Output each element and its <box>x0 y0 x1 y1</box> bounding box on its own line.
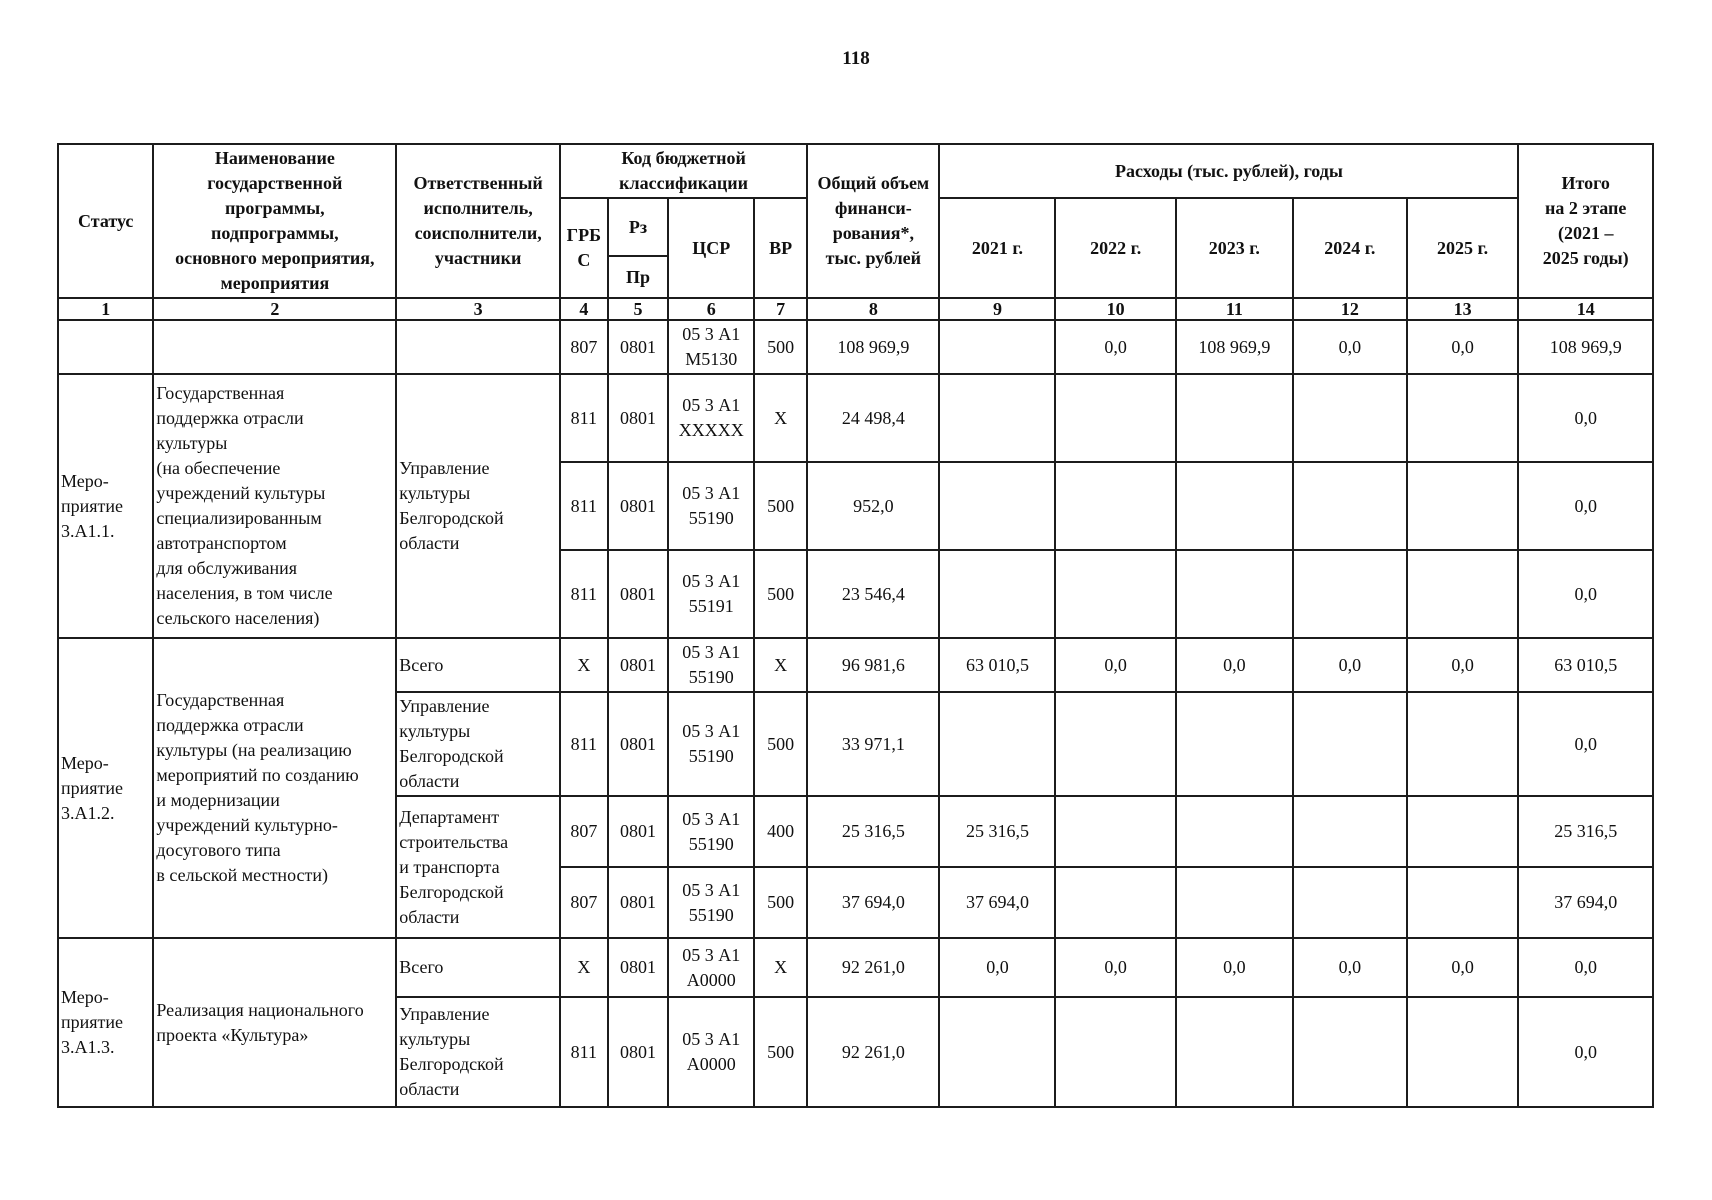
name-cell: Государственная поддержка отрасли культуры (на обеспечение учреждений культуры специализированным автотранспортом для обслуживания населения, в том числе сельского населения) <box>153 374 396 638</box>
column-number: 5 <box>608 298 669 320</box>
year-2022-cell: 0,0 <box>1055 638 1175 692</box>
year-2023-cell <box>1176 867 1293 938</box>
year-2024-cell <box>1293 796 1407 867</box>
vr-cell: 500 <box>754 692 807 796</box>
grbs-cell: Х <box>560 638 608 692</box>
responsible-cell: Департамент строительства и транспорта Белгородской области <box>396 796 560 938</box>
csr-cell: 05 3 А1 55191 <box>668 550 754 638</box>
year-2023-cell <box>1176 692 1293 796</box>
year-2024-cell <box>1293 550 1407 638</box>
grbs-cell: 811 <box>560 462 608 550</box>
csr-cell: 05 3 А1 А0000 <box>668 997 754 1107</box>
column-number: 13 <box>1407 298 1519 320</box>
total-cell: 92 261,0 <box>807 997 939 1107</box>
total-cell: 23 546,4 <box>807 550 939 638</box>
total-cell: 33 971,1 <box>807 692 939 796</box>
column-number: 14 <box>1518 298 1653 320</box>
year-2024-cell: 0,0 <box>1293 638 1407 692</box>
rzpr-cell: 0801 <box>608 867 669 938</box>
year-2025-cell <box>1407 692 1519 796</box>
year-2021-cell: 63 010,5 <box>939 638 1055 692</box>
rzpr-cell: 0801 <box>608 550 669 638</box>
header-responsible: Ответственный исполнитель, соисполнители, участники <box>396 144 560 298</box>
year-2022-cell: 0,0 <box>1055 320 1175 374</box>
column-number: 4 <box>560 298 608 320</box>
year-2024-cell: 0,0 <box>1293 938 1407 997</box>
header-year-2024: 2024 г. <box>1293 198 1407 298</box>
year-2024-cell <box>1293 462 1407 550</box>
year-2025-cell <box>1407 462 1519 550</box>
rzpr-cell: 0801 <box>608 692 669 796</box>
year-2022-cell <box>1055 462 1175 550</box>
total-cell: 952,0 <box>807 462 939 550</box>
rzpr-cell: 0801 <box>608 320 669 374</box>
column-number: 3 <box>396 298 560 320</box>
year-2023-cell <box>1176 796 1293 867</box>
responsible-cell: Всего <box>396 938 560 997</box>
itogo-cell: 0,0 <box>1518 692 1653 796</box>
total-cell: 37 694,0 <box>807 867 939 938</box>
year-2023-cell: 0,0 <box>1176 638 1293 692</box>
header-budget-code: Код бюджетной классификации <box>560 144 807 198</box>
vr-cell: 400 <box>754 796 807 867</box>
header-grbs: ГРБ С <box>560 198 608 298</box>
grbs-cell: 811 <box>560 374 608 462</box>
grbs-cell: 811 <box>560 692 608 796</box>
table-row <box>58 938 1653 997</box>
year-2023-cell: 0,0 <box>1176 938 1293 997</box>
rzpr-cell: 0801 <box>608 462 669 550</box>
year-2025-cell <box>1407 374 1519 462</box>
column-number: 6 <box>668 298 754 320</box>
year-2024-cell <box>1293 374 1407 462</box>
column-number: 9 <box>939 298 1055 320</box>
year-2022-cell <box>1055 997 1175 1107</box>
grbs-cell: 811 <box>560 550 608 638</box>
column-number: 12 <box>1293 298 1407 320</box>
vr-cell: 500 <box>754 997 807 1107</box>
header-status: Статус <box>58 144 153 298</box>
header-year-2021: 2021 г. <box>939 198 1055 298</box>
year-2021-cell <box>939 997 1055 1107</box>
csr-cell: 05 3 А1 А0000 <box>668 938 754 997</box>
rzpr-cell: 0801 <box>608 796 669 867</box>
year-2025-cell: 0,0 <box>1407 638 1519 692</box>
itogo-cell: 0,0 <box>1518 938 1653 997</box>
year-2022-cell <box>1055 692 1175 796</box>
year-2022-cell <box>1055 867 1175 938</box>
csr-cell: 05 3 А1 55190 <box>668 867 754 938</box>
column-number: 11 <box>1176 298 1293 320</box>
column-number-row <box>58 298 1653 320</box>
status-cell <box>58 320 153 374</box>
csr-cell: 05 3 А1 55190 <box>668 692 754 796</box>
year-2022-cell <box>1055 374 1175 462</box>
vr-cell: 500 <box>754 320 807 374</box>
csr-cell: 05 3 А1 55190 <box>668 638 754 692</box>
responsible-cell: Всего <box>396 638 560 692</box>
year-2025-cell: 0,0 <box>1407 320 1519 374</box>
header-name: Наименование государственной программы, подпрограммы, основного мероприятия, мероприятия <box>153 144 396 298</box>
grbs-cell: Х <box>560 938 608 997</box>
year-2022-cell: 0,0 <box>1055 938 1175 997</box>
header-year-2023: 2023 г. <box>1176 198 1293 298</box>
itogo-cell: 25 316,5 <box>1518 796 1653 867</box>
responsible-cell <box>396 320 560 374</box>
page-number: 118 <box>842 48 870 69</box>
total-cell: 24 498,4 <box>807 374 939 462</box>
year-2024-cell <box>1293 692 1407 796</box>
rzpr-cell: 0801 <box>608 938 669 997</box>
year-2021-cell <box>939 692 1055 796</box>
vr-cell: Х <box>754 374 807 462</box>
table-row <box>58 374 1653 462</box>
itogo-cell: 63 010,5 <box>1518 638 1653 692</box>
header-year-2022: 2022 г. <box>1055 198 1175 298</box>
year-2025-cell <box>1407 997 1519 1107</box>
column-number: 8 <box>807 298 939 320</box>
header-csr: ЦСР <box>668 198 754 298</box>
grbs-cell: 807 <box>560 320 608 374</box>
grbs-cell: 807 <box>560 796 608 867</box>
year-2024-cell <box>1293 997 1407 1107</box>
year-2024-cell <box>1293 867 1407 938</box>
header-pr: Пр <box>608 256 669 298</box>
year-2022-cell <box>1055 796 1175 867</box>
csr-cell: 05 3 А1 М5130 <box>668 320 754 374</box>
status-cell: Меро- приятие 3.А1.2. <box>58 638 153 938</box>
year-2023-cell <box>1176 997 1293 1107</box>
year-2021-cell: 0,0 <box>939 938 1055 997</box>
year-2021-cell: 37 694,0 <box>939 867 1055 938</box>
grbs-cell: 807 <box>560 867 608 938</box>
year-2023-cell <box>1176 462 1293 550</box>
table-row <box>58 638 1653 692</box>
itogo-cell: 108 969,9 <box>1518 320 1653 374</box>
itogo-cell: 0,0 <box>1518 550 1653 638</box>
responsible-cell: Управление культуры Белгородской области <box>396 997 560 1107</box>
grbs-cell: 811 <box>560 997 608 1107</box>
year-2021-cell <box>939 320 1055 374</box>
total-cell: 96 981,6 <box>807 638 939 692</box>
year-2022-cell <box>1055 550 1175 638</box>
vr-cell: Х <box>754 638 807 692</box>
table-row <box>58 320 1653 374</box>
rzpr-cell: 0801 <box>608 997 669 1107</box>
header-expenses: Расходы (тыс. рублей), годы <box>939 144 1518 198</box>
year-2021-cell <box>939 550 1055 638</box>
itogo-cell: 37 694,0 <box>1518 867 1653 938</box>
year-2023-cell: 108 969,9 <box>1176 320 1293 374</box>
csr-cell: 05 3 А1 55190 <box>668 462 754 550</box>
header-vr: ВР <box>754 198 807 298</box>
total-cell: 25 316,5 <box>807 796 939 867</box>
year-2023-cell <box>1176 374 1293 462</box>
year-2021-cell <box>939 462 1055 550</box>
column-number: 2 <box>153 298 396 320</box>
responsible-cell: Управление культуры Белгородской области <box>396 374 560 638</box>
header-year-2025: 2025 г. <box>1407 198 1519 298</box>
name-cell <box>153 320 396 374</box>
year-2024-cell: 0,0 <box>1293 320 1407 374</box>
year-2025-cell: 0,0 <box>1407 938 1519 997</box>
status-cell: Меро- приятие 3.А1.1. <box>58 374 153 638</box>
budget-table <box>57 143 1654 1108</box>
rzpr-cell: 0801 <box>608 638 669 692</box>
total-cell: 108 969,9 <box>807 320 939 374</box>
column-number: 10 <box>1055 298 1175 320</box>
year-2025-cell <box>1407 867 1519 938</box>
year-2023-cell <box>1176 550 1293 638</box>
csr-cell: 05 3 А1 55190 <box>668 796 754 867</box>
name-cell: Реализация национального проекта «Культура» <box>153 938 396 1107</box>
itogo-cell: 0,0 <box>1518 374 1653 462</box>
year-2025-cell <box>1407 796 1519 867</box>
total-cell: 92 261,0 <box>807 938 939 997</box>
column-number: 7 <box>754 298 807 320</box>
vr-cell: 500 <box>754 462 807 550</box>
vr-cell: Х <box>754 938 807 997</box>
header-total-volume: Общий объем финанси- рования*, тыс. рублей <box>807 144 939 298</box>
name-cell: Государственная поддержка отрасли культуры (на реализацию мероприятий по созданию и модернизации учреждений культурно- досугового типа в сельской местности) <box>153 638 396 938</box>
year-2025-cell <box>1407 550 1519 638</box>
rzpr-cell: 0801 <box>608 374 669 462</box>
year-2021-cell <box>939 374 1055 462</box>
itogo-cell: 0,0 <box>1518 997 1653 1107</box>
csr-cell: 05 3 А1 ХХХХХ <box>668 374 754 462</box>
itogo-cell: 0,0 <box>1518 462 1653 550</box>
responsible-cell: Управление культуры Белгородской области <box>396 692 560 796</box>
status-cell: Меро- приятие 3.А1.3. <box>58 938 153 1107</box>
vr-cell: 500 <box>754 550 807 638</box>
year-2021-cell: 25 316,5 <box>939 796 1055 867</box>
header-rz: Рз <box>608 198 669 256</box>
column-number: 1 <box>58 298 153 320</box>
header-itogo: Итого на 2 этапе (2021 – 2025 годы) <box>1518 144 1653 298</box>
vr-cell: 500 <box>754 867 807 938</box>
